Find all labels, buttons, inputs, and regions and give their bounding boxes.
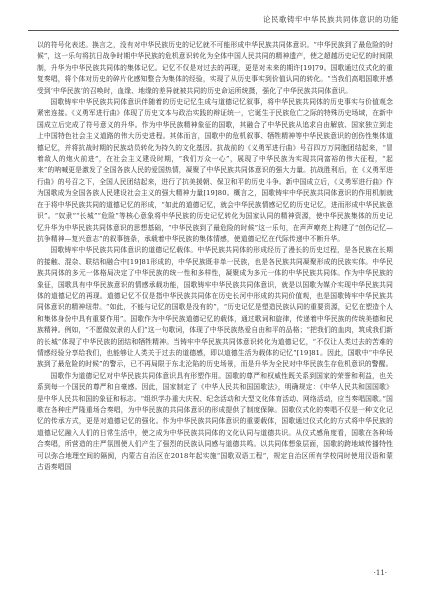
paragraph: 国歌铸牢中华民族共同体意识伴随着的历史记忆生成与道德记忆叙事，将中华民族共同体的历史事实与价值观念紧密连接。《义勇军进行曲》体现了历史文本与政治实践的辩证统一，它诞生于民族危亡之际的特殊历史场域，在新中国成立后完成了符号意义的升华。作为中华民族精神象征的国歌，其融合了中华民族从追求自由解放、国家独立到走上中国特色社会主义道路的伟大历史进程。其体而言，国歌中的危机叙事、牺牲精神等中华民族意识的创伤性集体道德记忆，并将抗战时期的民族动员转化为持久的文化基因。抗战前的《义勇军进行曲》号召四万万同胞团结起来，“冒着敌人的炮火前进”，在社会主义建设时期，“我们万众一心”，展现了中华民族为实现共同富裕的伟大征程，“起来”的呐喊更是激发了全国各族人民的爱国热情，凝聚了中华民族共同体意识的强大力量。抗战胜利后，在《义勇军进行曲》的号召之下，全国人民团结起来，进行了抗美援朝、保卫和平的历史斗争。新中国成立后，《义勇军进行曲》作为国歌成为全国各族人民建设社会主义的强大精神力量[19]80。概言之，国歌铸牢中华民族共同体意识的作用机制就在于将中华民族共同的道德记忆的形成，“如此的道德记忆，就会中华民族情感记忆的历史记忆，进而形成中华民族意识”。“奴隶”“长城”“危险”等核心意象将中华民族的历史记忆转化为国家认同的精神资源，使中华民族集体的历史记忆升华为中华民族共同体意识的思想基础，“中华民族到了最危险的时候”这一乐句，在声声嘹亮上构建了“创伤记忆—抗争精神—复兴意志”的叙事链条，承载着中华民族的集体情感，使道德记忆在代际传递中不断升华。: [37, 98, 393, 243]
article-body: [37, 40, 393, 473]
running-head-title: 论民歌铸牢中华民族共同体意识的功能: [263, 15, 399, 24]
header-rule: [28, 30, 399, 31]
paragraph: 以的符号化表述。换言之，没有对中华民族历史的记忆就不可能形成中华民族共同体意识。“中华民族到了最危险的时候”，这一乐句将抗日战争时期中华民族的危机意识转化为全体中国人民共同的精神遗产，使之超越历史记忆的时间限制，升华为中华民族共同体的集体记忆。记忆不仅是对过去的再现，更是对未来的期许[19]79。国歌通过仪式化的重复奏唱，将个体对历史的碎片化感知整合为集体的经验，实现了从历史事实到价值认同的转化。“当我们高唱国歌并感受到‘中华民族’的召唤时，血缘、地缘的差异就被共同的历史命运所统摄，强化了中华民族共同体意识。: [37, 41, 393, 95]
running-head: [0, 14, 427, 28]
paragraph: 国歌铸牢中华民族共同体意识的道德记忆载体。中华民族共同体的形成经历了漫长的历史过程，是各民族在长期的接触、混杂、联结和融合中[19]81形成的，中华民族既非单一民族，也是各民族共同凝聚形成的民族实体。中华民族共同体的多元一体格局决定了中华民族的统一性和多样性，凝聚成为多元一体的中华民族共同体。作为中华民族的象征，国歌具有中华民族意识的情感承载功能，国歌铸牢中华民族共同体意识，就是以国歌为媒介实现中华民族共同体的道德记忆的再现。道德记忆不仅是指中华民族共同体在历史长河中形成的共同价值观，也是国歌铸牢中华民族共同体意识的精神纽带。“如此，不能与记忆的国歌是没有的”，“历史记忆是塑造民族认同的重要资源，记忆在塑造个人和集体身份中具有重要作用”。国歌作为中华民族道德记忆的载体，通过歌词和旋律，传递着中华民族的传统美德和民族精神。例如，“不愿做奴隶的人们”这一句歌词，体现了中华民族热爱自由和平的品格；“把我们的血肉，筑成我们新的长城”体现了中华民族的团结和牺牲精神。当铸牢中华民族共同体意识转化为道德记忆，“不仅让人类过去的苦难的情感经验分享给我们，也能够让人类关于过去的道德感，即以道德生活为载体的记忆”[19]81。因此，国歌中“中华民族到了最危险的时候”的警示，已不再局限于东北沦陷的历史场景，而是升华为全民对中华民族生存危机意识的警醒。: [37, 246, 393, 369]
page-number: ·11·: [373, 569, 387, 577]
paragraph: 国歌作为道德记忆对中华民族共同体意识具有形塑作用。国歌的尊严和权威性既关系到国家的荣誉和利益，也关系到每一个国民的尊严和自豪感。因此，国家制定了《中华人民共和国国歌法》，明确规定：《中华人民共和国国歌》是中华人民共和国的象征和标志。“组织学办重大庆祝、纪念活动和大型文化体育活动、网络活动，应当奏唱国歌。”国歌在各种庄严隆重场合奏唱，为中华民族的共同体意识的形成提供了制度保障。国歌仪式化的奏唱不仅是一种文化记忆的传承方式，更是对道德记忆的强化。作为中华民族共同体意识的重要载体，国歌通过仪式化的方式将中华民族的道德记忆融入人们的日常生活中，使之成为中华民族共同体的文化认同与道德共识。从仪式感角度看，国歌在各种场合奏唱，所营造的庄严氛围使人们产生了强烈的民族认同感与道德共鸣。以共同体想象层面，国歌的跨地域传播特性可以弥合地理空间的隔阂，内蒙古自治区在2018年起实施“国歌双语工程”，规定自治区所有学校同时使用汉语和蒙古语奏唱国: [37, 371, 393, 472]
